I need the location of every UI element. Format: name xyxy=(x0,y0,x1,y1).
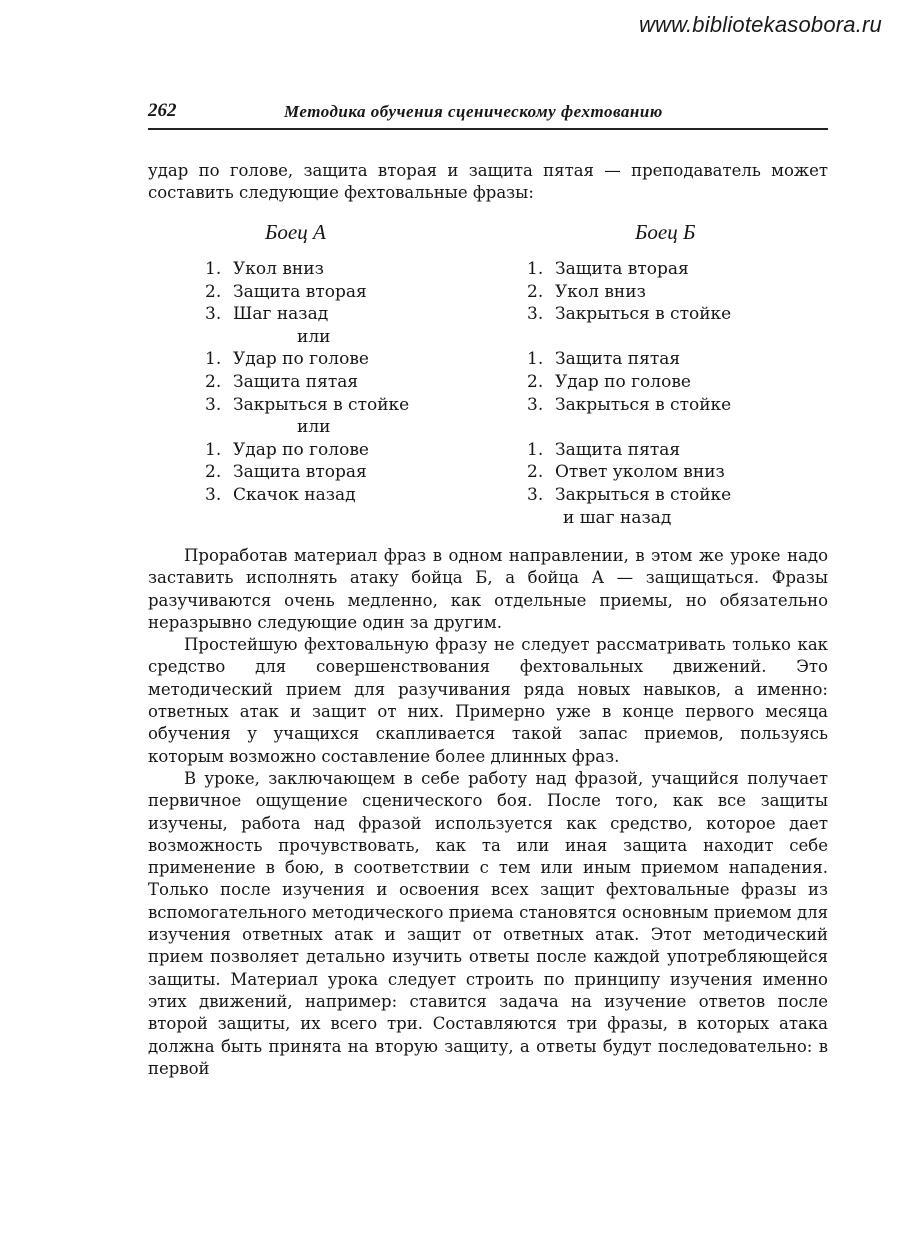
site-watermark: www.bibliotekasobora.ru xyxy=(638,12,882,37)
list-item: 1. Укол вниз xyxy=(205,259,324,279)
list-item: 2. Ответ уколом вниз xyxy=(527,462,725,483)
paragraph: Проработав материал фраз в одном направлении, в этом же уроке надо заставить исполнять атаку бойца Б, а бойца А — защищаться. Фразы разучиваются очень медленно, как отдельные приемы, но обязательно неразрывно следующие один за другим. xyxy=(148,546,828,632)
intro-text: удар по голове, защита вторая и защита пятая — преподаватель может составить следующие фехтовальные фразы: xyxy=(148,161,828,203)
spacer xyxy=(527,326,847,349)
intro-paragraph xyxy=(148,160,828,205)
running-title: Методика обучения сценическому фехтованию xyxy=(284,102,663,121)
list-item: 3. Закрыться в стойке xyxy=(527,394,732,415)
list-item: 3. Закрыться в стойке xyxy=(527,304,732,325)
list-item: 2. Защита вторая xyxy=(205,462,367,483)
list-item: 1. Удар по голове xyxy=(205,439,369,460)
list-item: 3. Закрыться в стойке xyxy=(527,484,732,505)
body-paragraphs xyxy=(148,545,828,1080)
fighter-b-heading: Боец Б xyxy=(635,220,696,244)
list-item: 2. Удар по голове xyxy=(527,371,691,392)
list-item: 1. Защита пятая xyxy=(527,349,681,370)
spacer xyxy=(527,416,847,439)
list-item: 3. Шаг назад xyxy=(205,304,329,325)
list-item: 2. Защита вторая xyxy=(205,281,367,302)
fighter-a-heading: Боец А xyxy=(265,220,326,244)
list-item: 1. Защита вторая xyxy=(527,259,689,279)
page-header xyxy=(148,100,828,130)
separator-ili: или xyxy=(297,326,331,347)
paragraph: В уроке, заключающем в себе работу над фразой, учащийся получает первичное ощущение сценического боя. После того, как все защиты изучены, работа над фразой используется как средство, которое дает возможность прочувствовать, как та или иная защита находит себе применение в бою, в соответствии с тем или иным приемом нападения. Только после изучения и освоения всех защит фехтовальные фразы из вспомогательного методического приема становятся основным приемом для изучения ответных атак и защит от ответных атак. Этот методический прием позволяет детально изучить ответы после каждой употребляющейся защиты. Материал урока следует строить по принципу изучения именно этих движений, например: ставится задача на изучение ответов после второй защиты, их всего три. Составляются три фразы, в которых атака должна быть принята на вторую защиту, а ответы будут последовательно: в первой xyxy=(148,768,828,1078)
paragraph: Простейшую фехтовальную фразу не следует рассматривать только как средство для совершенствования фехтовальных движений. Это методический прием для разучивания ряда новых навыков, а именно: ответных атак и защит от них. Примерно уже в конце первого месяца обучения у учащихся скапливается такой запас приемов, пользуясь которым возможно составление более длинных фраз. xyxy=(148,635,828,766)
list-item: 1. Защита пятая xyxy=(527,439,681,460)
fighter-b-column xyxy=(527,258,847,529)
separator-ili: или xyxy=(297,417,331,438)
list-item: 2. Укол вниз xyxy=(527,281,646,302)
page-number: 262 xyxy=(148,100,177,121)
list-item: 3. Скачок назад xyxy=(205,484,356,505)
fighter-a-column xyxy=(205,258,525,507)
list-item: 3. Закрыться в стойке xyxy=(205,394,410,415)
list-item-continuation: и шаг назад xyxy=(563,507,672,528)
list-item: 1. Удар по голове xyxy=(205,349,369,370)
list-item: 2. Защита пятая xyxy=(205,371,359,392)
